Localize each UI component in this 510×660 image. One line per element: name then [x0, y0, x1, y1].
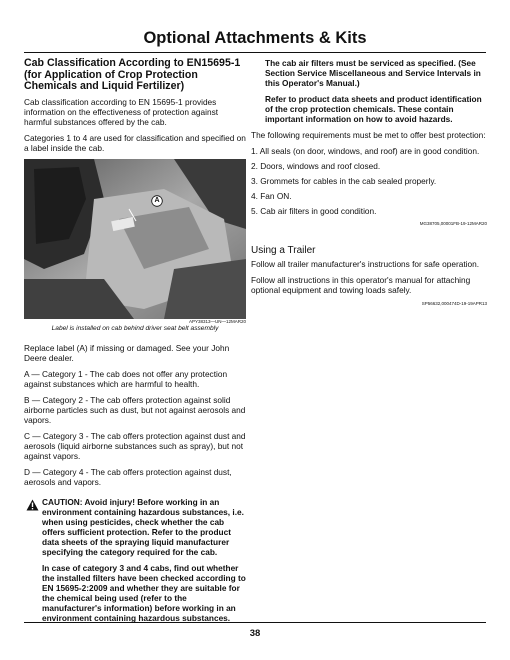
callout-a-label: A: [154, 196, 160, 204]
product-data-note: Refer to product data sheets and product identification of the crop protection chemicals. These contain important information on how to avoid hazards.: [265, 94, 482, 124]
list-item: 4. Fan ON.: [251, 191, 292, 201]
footer-rule: [24, 622, 486, 623]
left-column: [24, 58, 246, 629]
categories-paragraph: Categories 1 to 4 are used for classification and specified on a label inside the cab.: [24, 132, 246, 153]
filters-service-note: The cab air filters must be serviced as specified. (See Section Service Miscellaneous and Service Intervals in this Operator's Manual.): [265, 58, 481, 88]
category-2-text: B — Category 2 - The cab offers protection against solid airborne particles such as dust, but not against aerosols and vapors.: [24, 394, 246, 425]
requirements-list: [251, 146, 487, 216]
category-1-text: A — Category 1 - The cab does not offer any protection against substances which are harmful to health.: [24, 368, 228, 389]
figure-reference: APY38313—UN—12MAR20: [188, 318, 246, 324]
reference-code: MG38705,00001FB-19-12MAR20: [419, 221, 487, 226]
caution-category-text: In case of category 3 and 4 cabs, find out whether the installed filters have been checked according to EN 15695-2:2009 and whether they are suitable for the chemical being used (refer to the manufacturer's information) before working in an environment containing hazardous substances.: [42, 562, 246, 623]
category-3-text: C — Category 3 - The cab offers protection against dust and aerosols (liquid airborne substances such as spray), but not against vapors.: [24, 430, 246, 461]
section-heading-cab-classification: Cab Classification According to EN15695-1 (for Application of Crop Protection Chemicals and Liquid Fertilizer): [24, 57, 241, 93]
list-item: 2. Doors, windows and roof closed.: [251, 161, 381, 171]
trailer-instructions-paragraph: Follow all instructions in this operator's manual for attaching optional equipment and towing loads safely.: [251, 275, 471, 295]
page-title: Optional Attachments & Kits: [143, 29, 367, 47]
list-item: 5. Cab air filters in good condition.: [251, 206, 377, 216]
title-rule: [24, 52, 486, 53]
page-number: 38: [249, 628, 261, 639]
replace-label-paragraph: Replace label (A) if missing or damaged. See your John Deere dealer.: [24, 342, 230, 363]
caution-block: [24, 497, 246, 623]
trailer-paragraph: Follow all trailer manufacturer's instructions for safe operation.: [251, 259, 480, 269]
cab-label-photo: [24, 159, 246, 319]
cab-interior-illustration: [24, 159, 246, 319]
reference-code: SP56632,000474D-19-19APR13: [421, 301, 487, 306]
warning-triangle-icon: [26, 499, 39, 511]
list-item: 3. Grommets for cables in the cab sealed properly.: [251, 176, 437, 186]
intro-paragraph: Cab classification according to EN 15695-1 provides information on the effectiveness of protection against harmful substances offered by the cab.: [24, 96, 219, 127]
caution-text: CAUTION: Avoid injury! Before working in an environment containing hazardous substances, i.e. when using pesticides, check whether the cab offers sufficient protection. Refer to the product data sheets of the spraying liquid manufacturer specifying the category required for the cab.: [42, 496, 244, 557]
category-4-text: D — Category 4 - The cab offers protection against dust, aerosols and vapors.: [24, 466, 232, 487]
list-item: 1. All seals (on door, windows, and roof) are in good condition.: [251, 146, 480, 156]
figure-caption: Label is installed on cab behind driver seat belt assembly: [51, 324, 219, 332]
section-heading-using-trailer: Using a Trailer: [251, 245, 316, 256]
requirements-intro: The following requirements must be met to offer best protection:: [251, 130, 486, 140]
right-column: [251, 58, 487, 307]
